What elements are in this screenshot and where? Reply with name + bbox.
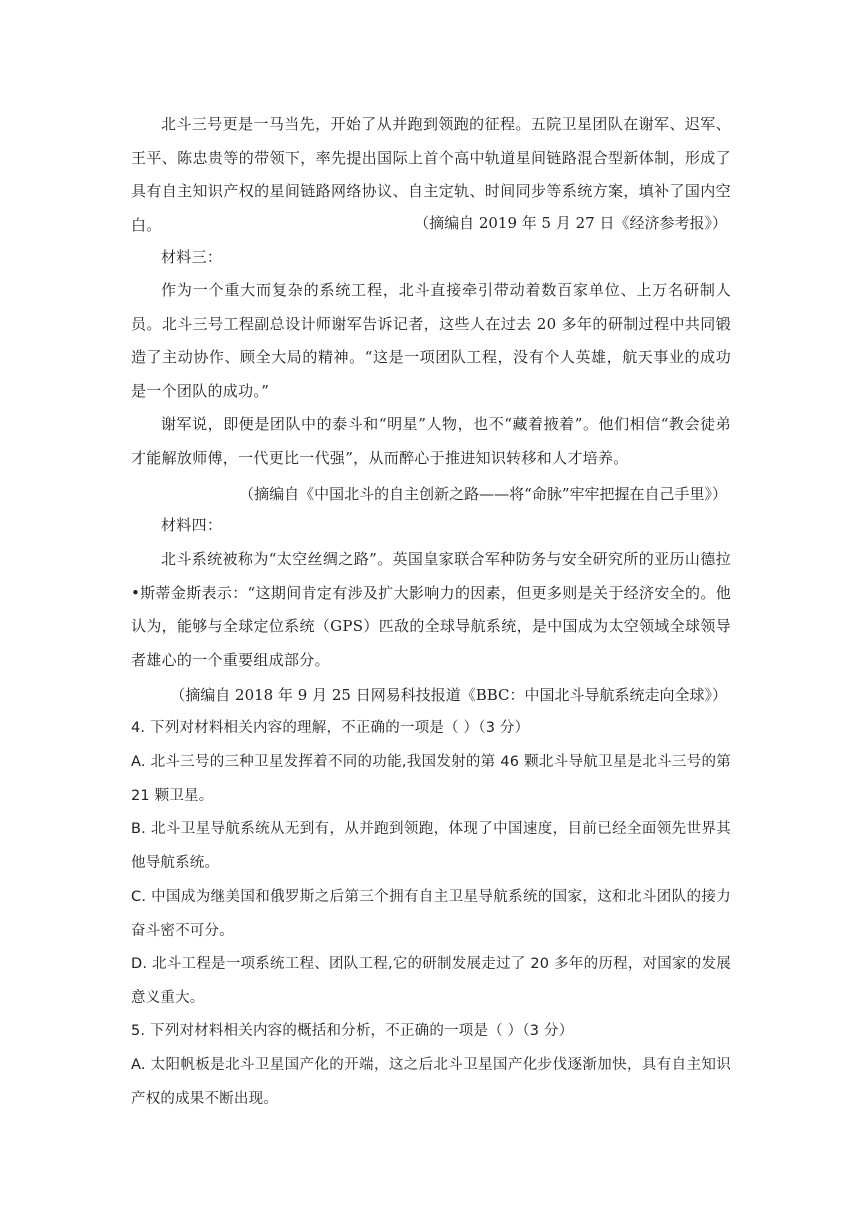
- paragraph-beidou-3: 北斗三号更是一马当先，开始了从并跑到领跑的征程。五院卫星团队在谢军、迟军、王平、陈忠贵等的带领下，率先提出国际上首个高中轨道星间链路混合型新体制，形成了具有自主知识产权的星间链路网络协议、自主定轨、时间同步等系统方案，填补了国内空白。: [131, 115, 731, 234]
- heading-material-3: 材料三：: [161, 248, 223, 266]
- paragraph-material-3a: 作为一个重大而复杂的系统工程，北斗直接牵引带动着数百家单位、上万名研制人员。北斗三号工程副总设计师谢军告诉记者，这些人在过去 20 多年的研制过程中共同锻造了主动协作、顾全大局的精神。“这是一项团队工程，没有个人英雄，航天事业的成功是一个团队的成功。”: [131, 281, 731, 400]
- paragraph-material-4: 北斗系统被称为“太空丝绸之路”。英国皇家联合军种防务与安全研究所的亚历山德拉•斯蒂金斯表示：“这期间肯定有涉及扩大影响力的因素，但更多则是关于经济安全的。他认为，能够与全球定位系统（GPS）匹敌的全球导航系统，是中国成为太空领域全球领导者雄心的一个重要组成部分。: [131, 550, 731, 669]
- question-5-option-a: A. 太阳帆板是北斗卫星国产化的开端，这之后北斗卫星国产化步伐逐渐加快，具有自主知识产权的成果不断出现。: [131, 1057, 731, 1107]
- source-citation-3: （摘编自《中国北斗的自主创新之路——将“命脉”牢牢把握在自己手里》）: [239, 485, 727, 503]
- question-5-stem: 5. 下列对材料相关内容的概括和分析，不正确的一项是（ ）（3 分）: [131, 1023, 574, 1039]
- question-4-option-a: A. 北斗三号的三种卫星发挥着不同的功能,我国发射的第 46 颗北斗导航卫星是北斗三号的第 21 颗卫星。: [131, 754, 731, 804]
- source-citation-4: （摘编自 2018 年 9 月 25 日网易科技报道《BBC：中国北斗导航系统走向全球》）: [170, 686, 727, 704]
- source-citation-1: （摘编自 2019 年 5 月 27 日《经济参考报》）: [414, 214, 727, 232]
- paragraph-material-3b: 谢军说，即便是团队中的泰斗和“明星”人物，也不“藏着掖着”。他们相信“教会徒弟才能解放师傅，一代更比一代强”，从而醉心于推进知识转移和人才培养。: [131, 415, 731, 467]
- question-4-option-b: B. 北斗卫星导航系统从无到有，从并跑到领跑，体现了中国速度，目前已经全面领先世界其他导航系统。: [131, 821, 731, 871]
- question-4-stem: 4. 下列对材料相关内容的理解，不正确的一项是（ ）（3 分）: [131, 720, 530, 736]
- question-4-option-d: D. 北斗工程是一项系统工程、团队工程,它的研制发展走过了 20 多年的历程，对国家的发展意义重大。: [131, 956, 731, 1006]
- heading-material-4: 材料四：: [161, 516, 223, 534]
- question-4-option-c: C. 中国成为继美国和俄罗斯之后第三个拥有自主卫星导航系统的国家，这和北斗团队的接力奋斗密不可分。: [131, 889, 731, 939]
